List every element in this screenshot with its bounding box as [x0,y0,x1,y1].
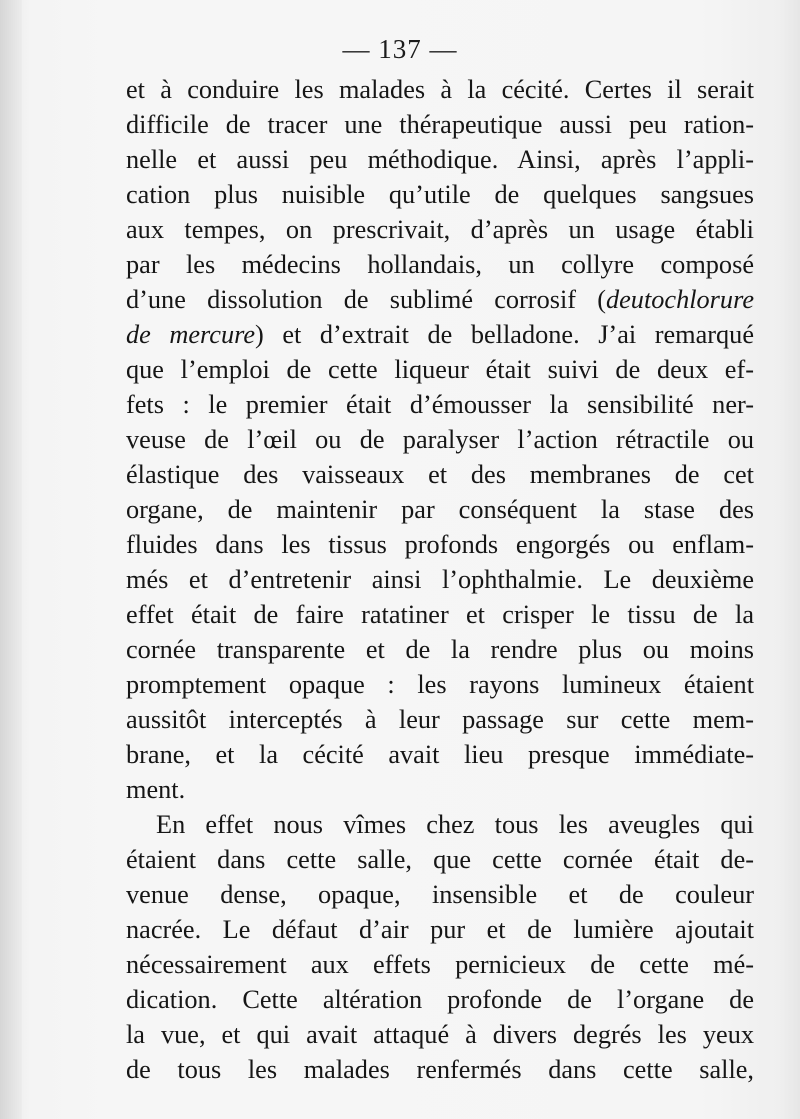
text-run: la vue, et qui avait attaqué à divers degrés les yeux [126,1020,754,1049]
italic-text-run: de mercure [126,320,256,349]
text-run: nécessairement aux effets pernicieux de cette mé- [126,950,754,979]
text-run: aussitôt interceptés à leur passage sur cette mem- [126,705,754,734]
text-run: venue dense, opaque, insensible et de couleur [126,880,754,909]
text-run: étaient dans cette salle, que cette cornée était de- [126,845,754,874]
text-line [126,177,754,212]
text-line [126,772,754,807]
text-run: de tous les malades renfermés dans cette salle, [126,1055,754,1084]
text-line [126,457,754,492]
text-line [126,597,754,632]
text-run: cornée transparente et de la rendre plus ou moins [126,635,754,664]
text-line [126,632,754,667]
text-run: cation plus nuisible qu’utile de quelques sangsues [126,180,754,209]
text-run: et à conduire les malades à la cécité. Certes il serait [126,75,754,104]
text-line [126,282,754,317]
text-line [126,492,754,527]
text-run: fets : le premier était d’émousser la sensibilité ner- [126,390,754,419]
text-run: que l’emploi de cette liqueur était suivi de deux ef- [126,355,754,384]
text-run: élastique des vaisseaux et des membranes de cet [126,460,754,489]
text-line [126,737,754,772]
text-line [126,702,754,737]
text-run: difficile de tracer une thérapeutique aussi peu ration- [126,110,754,139]
text-line [126,317,754,352]
text-line [126,912,754,947]
text-line [126,947,754,982]
text-run: par les médecins hollandais, un collyre composé [126,250,754,279]
text-line [126,142,754,177]
text-line [126,247,754,282]
page-edge-shadow [0,0,22,1119]
text-run: organe, de maintenir par conséquent la stase des [126,495,754,524]
text-run: ) et d’extrait de belladone. J’ai remarqué [255,320,754,349]
text-run: promptement opaque : les rayons lumineux étaient [126,670,754,699]
text-line [126,807,754,842]
italic-text-run: deutochlorure [605,285,754,314]
text-run: fluides dans les tissus profonds engorgés ou enflam- [126,530,754,559]
text-line [126,667,754,702]
text-line [126,527,754,562]
text-run: d’une dissolution de sublimé corrosif ( [126,285,606,314]
text-run: ment. [126,775,186,804]
text-line [126,842,754,877]
text-run: En effet nous vîmes chez tous les aveugles qui [156,810,754,839]
text-line [126,212,754,247]
text-line [126,877,754,912]
page-number: — 137 — [342,34,458,64]
text-line [126,1017,754,1052]
text-run: dication. Cette altération profonde de l’organe de [126,985,754,1014]
text-run: brane, et la cécité avait lieu presque immédiate- [126,740,754,769]
text-run: effet était de faire ratatiner et crisper le tissu de la [126,600,754,629]
text-line [126,562,754,597]
text-line [126,352,754,387]
text-run: nacrée. Le défaut d’air pur et de lumière ajoutait [126,915,754,944]
text-line [126,107,754,142]
text-run: veuse de l’œil ou de paralyser l’action rétractile ou [126,425,754,454]
text-line [126,422,754,457]
text-line [126,72,754,107]
text-line [126,387,754,422]
text-line [126,982,754,1017]
body-text [126,72,754,1087]
text-line [126,1052,754,1087]
text-run: aux tempes, on prescrivait, d’après un usage établi [126,215,754,244]
text-run: més et d’entretenir ainsi l’ophthalmie. Le deuxième [126,565,754,594]
text-run: nelle et aussi peu méthodique. Ainsi, après l’appli- [126,145,754,174]
